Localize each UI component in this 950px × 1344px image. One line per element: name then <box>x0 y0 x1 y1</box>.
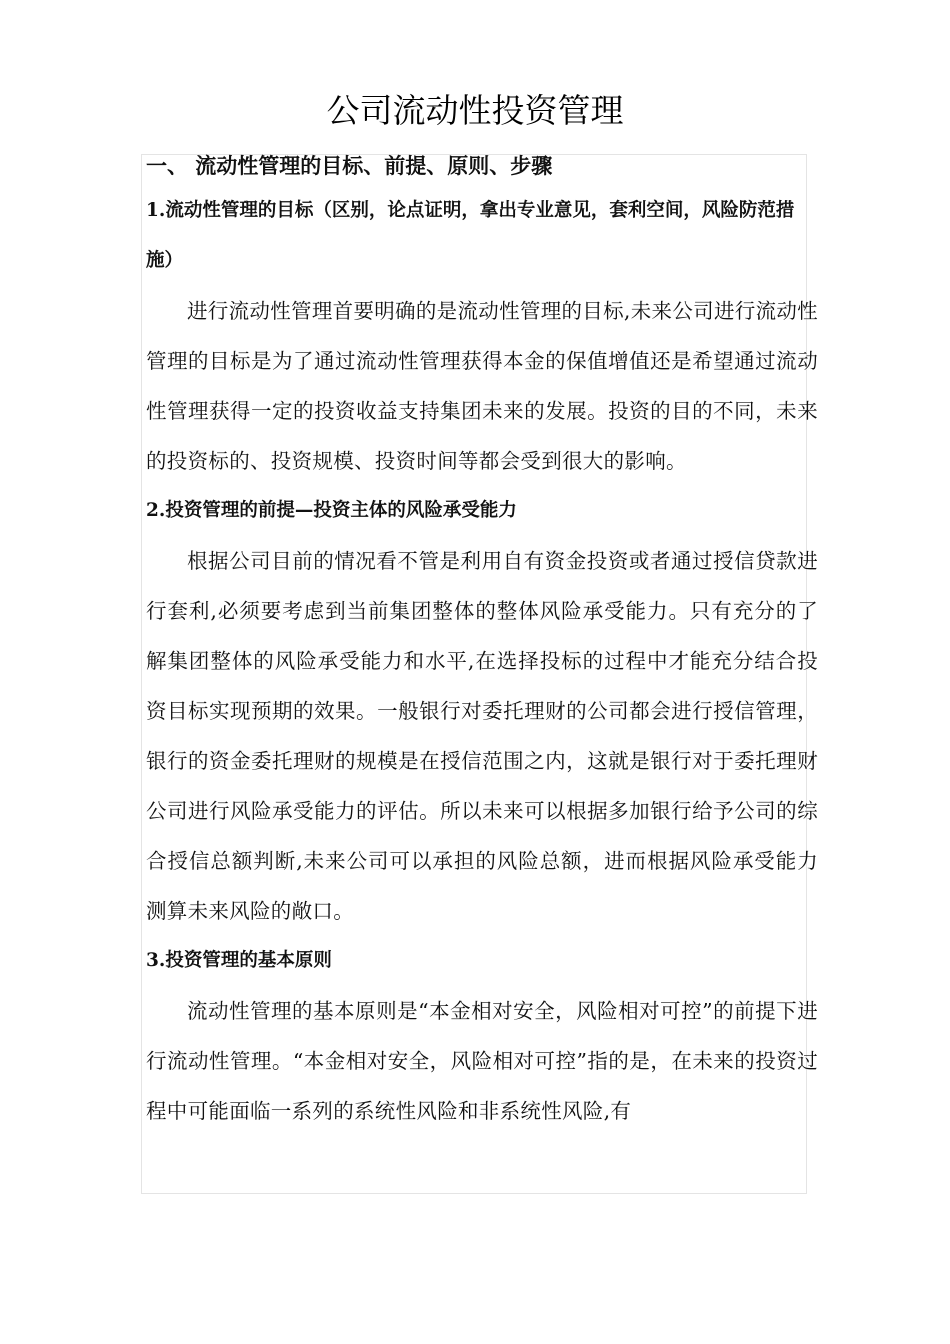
section-heading: 一、 流动性管理的目标、前提、原则、步骤 <box>146 153 553 178</box>
document-title: 公司流动性投资管理 <box>326 91 624 130</box>
subsection-objective <box>146 186 818 486</box>
subsection-paragraph: 根据公司目前的情况看不管是利用自有资金投资或者通过授信贷款进行套利,必须要考虑到当前集团整体的整体风险承受能力。只有充分的了解集团整体的风险承受能力和水平,在选择投标的过程中才能充分结合投资目标实现预期的效果。一般银行对委托理财的公司都会进行授信管理，银行的资金委托理财的规模是在授信范围之内，这就是银行对于委托理财公司进行风险承受能力的评估。所以未来可以根据多加银行给予公司的综合授信总额判断,未来公司可以承担的风险总额，进而根据风险承受能力测算未来风险的敞口。 <box>146 549 818 923</box>
subsection-heading: 2.投资管理的前提—投资主体的风险承受能力 <box>146 500 517 521</box>
subsection-principles <box>146 936 818 1136</box>
subsection-paragraph: 进行流动性管理首要明确的是流动性管理的目标,未来公司进行流动性管理的目标是为了通过流动性管理获得本金的保值增值还是希望通过流动性管理获得一定的投资收益支持集团未来的发展。投资的目的不同，未来的投资标的、投资规模、投资时间等都会受到很大的影响。 <box>146 299 818 473</box>
subsection-heading: 3.投资管理的基本原则 <box>146 950 332 971</box>
subsection-paragraph: 流动性管理的基本原则是“本金相对安全，风险相对可控”的前提下进行流动性管理。“本金相对安全，风险相对可控”指的是，在未来的投资过程中可能面临一系列的系统性风险和非系统性风险,有 <box>146 999 818 1123</box>
document-body <box>146 146 818 1136</box>
subsection-heading: 1.流动性管理的目标（区别，论点证明，拿出专业意见，套利空间，风险防范措施） <box>146 200 795 271</box>
subsection-premise <box>146 486 818 936</box>
